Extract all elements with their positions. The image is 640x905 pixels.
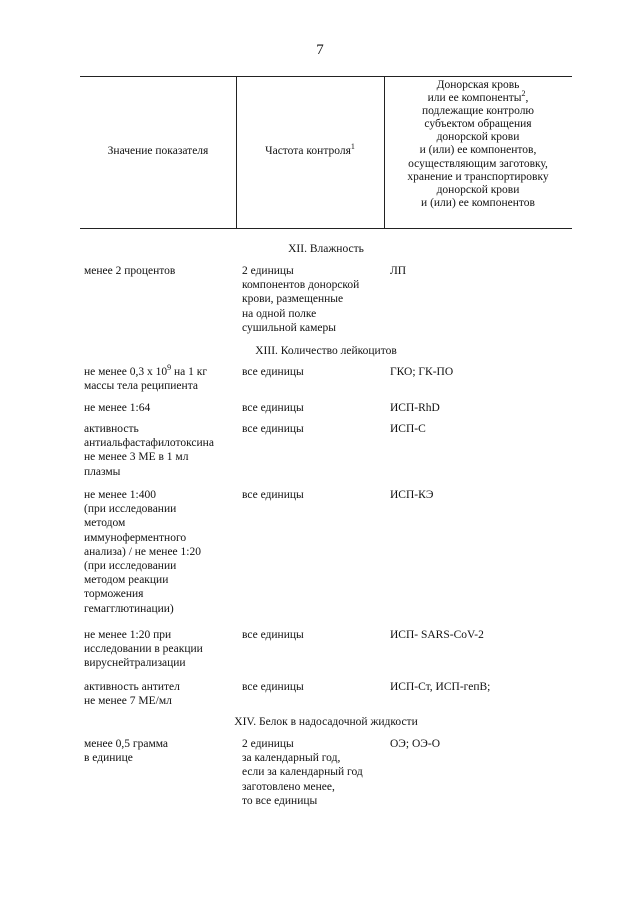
- table-cell-component: ИСП- SARS-CoV-2: [390, 629, 484, 641]
- table-header-bottom-rule: [80, 228, 572, 229]
- table-cell-value: не менее 0,3 х $10^9$ на 1 кг массы тела реципиента: [84, 363, 208, 393]
- header-component: Донорская кровь или ее компоненты$^2$, подлежащие контролю субъектом обращения донорской крови и (или) ее компонентов, осуществляющим заготовку, хранение и транспортировку донорской крови и (или) ее компонентов: [407, 79, 549, 209]
- table-cell-frequency: 2 единицы за календарный год, если за календарный год заготовлено менее, то все единицы: [242, 738, 363, 807]
- table-cell-frequency: все единицы: [242, 681, 304, 693]
- footnote-mark: 1: [350, 142, 355, 152]
- table-cell-value: не менее 1:400 (при исследовании методом иммуноферментного анализа) / не менее 1:20 (при исследовании методом реакции торможения гемагглютинации): [84, 489, 201, 615]
- footnote-mark: 2: [521, 89, 526, 99]
- table-cell-frequency: все единицы: [242, 489, 304, 501]
- table-cell-component: ГКО; ГК-ПО: [390, 366, 454, 378]
- section-title: XIII. Количество лейкоцитов: [255, 345, 397, 357]
- table-cell-component: ИСП-С: [390, 423, 426, 435]
- section-title: XII. Влажность: [288, 243, 364, 255]
- table-top-rule: [80, 76, 572, 77]
- table-cell-value: менее 2 процентов: [84, 265, 176, 277]
- header-value: Значение показателя: [107, 145, 209, 157]
- table-cell-value: не менее 1:64: [84, 402, 151, 414]
- table-cell-frequency: все единицы: [242, 423, 304, 435]
- table-cell-value: активность антиальфастафилотоксина не менее 3 МЕ в 1 мл плазмы: [84, 423, 214, 478]
- table-cell-component: ИСП-КЭ: [390, 489, 434, 501]
- table-cell-value: активность антител не менее 7 МЕ/мл: [84, 681, 180, 708]
- table-cell-value: менее 0,5 грамма в единице: [84, 738, 169, 765]
- table-cell-frequency: все единицы: [242, 629, 304, 641]
- table-cell-component: ИСП-Ст, ИСП-гепВ;: [390, 681, 491, 693]
- table-cell-frequency: 2 единицы компонентов донорской крови, размещенные на одной полке сушильной камеры: [242, 265, 360, 334]
- table-cell-frequency: все единицы: [242, 402, 304, 414]
- table-cell-value: не менее 1:20 при исследовании в реакции вируснейтрализации: [84, 629, 203, 670]
- table-cell-component: ИСП-RhD: [390, 402, 440, 414]
- table-cell-component: ОЭ; ОЭ-О: [390, 738, 440, 750]
- header-frequency: Частота контроля$^1$: [265, 142, 355, 157]
- page-number: 7: [316, 42, 324, 58]
- table-cell-component: ЛП: [390, 265, 407, 277]
- table-cell-frequency: все единицы: [242, 366, 304, 378]
- section-title: XIV. Белок в надосадочной жидкости: [234, 716, 418, 728]
